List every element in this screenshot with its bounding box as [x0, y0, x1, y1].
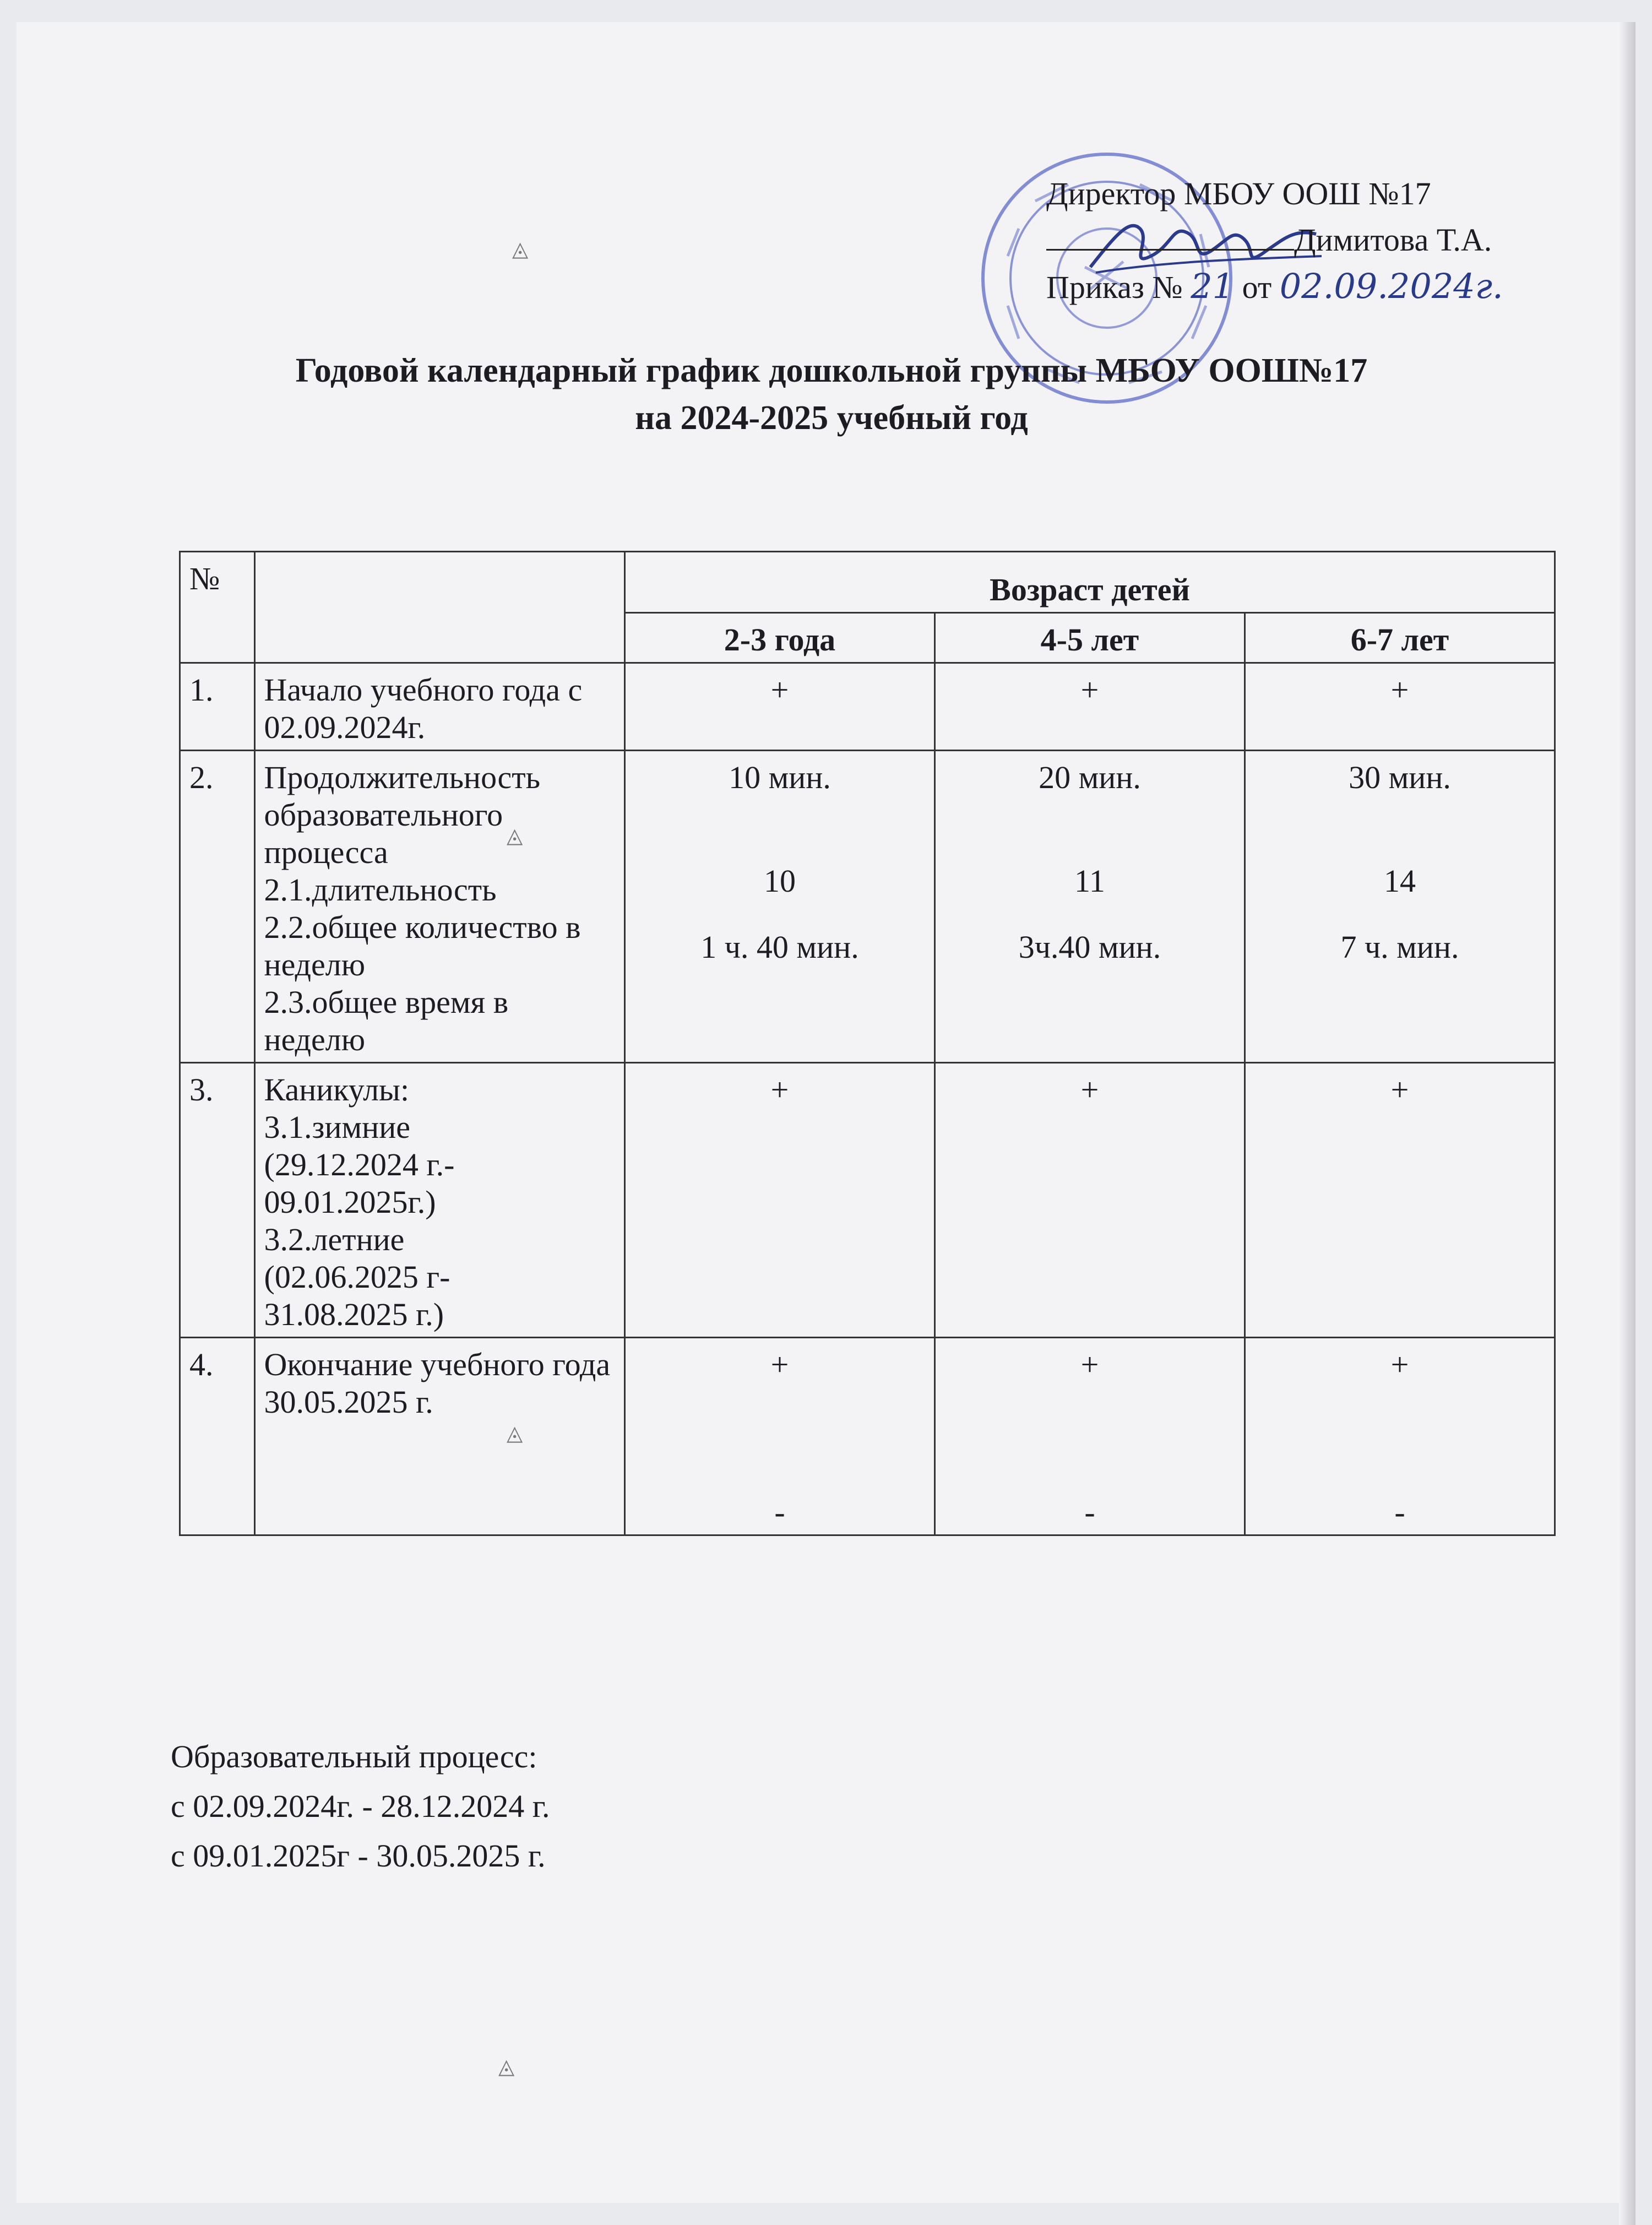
age-group-6-7: 6-7 лет — [1245, 613, 1555, 663]
page-edge — [1619, 22, 1635, 2225]
approval-block — [1046, 171, 1624, 311]
cell-value: + - — [625, 1338, 935, 1535]
educational-process-note — [171, 1732, 550, 1881]
cell-value: + — [934, 1063, 1245, 1338]
cell-value: + - — [1245, 1338, 1555, 1535]
duration-cell: 10 мин. 10 1 ч. 40 мин. — [625, 751, 935, 1063]
document-title — [165, 347, 1498, 442]
row-label: Продолжительность образовательного процесса 2.1.длительность 2.2.общее количество в неделю 2.3.общее время в неделю — [254, 751, 624, 1063]
order-from: от — [1242, 269, 1272, 305]
row-number: 4. — [180, 1338, 255, 1535]
number-header: № — [180, 552, 255, 663]
label-header — [254, 552, 624, 663]
scan-mark: ◬ — [507, 824, 523, 848]
scan-mark: ◬ — [512, 238, 529, 261]
cell-value: + — [1245, 663, 1555, 751]
duration-cell: 30 мин. 14 7 ч. мин. — [1245, 751, 1555, 1063]
scan-mark: ◬ — [507, 1422, 523, 1445]
footer-line-3: с 09.01.2025г - 30.05.2025 г. — [171, 1838, 546, 1874]
title-line-2: на 2024-2025 учебный год — [635, 399, 1028, 437]
age-group-4-5: 4-5 лет — [934, 613, 1245, 663]
age-header: Возраст детей — [625, 552, 1555, 613]
order-date: 02.09.2024г. — [1279, 266, 1503, 306]
director-title: Директор МБОУ ООШ №17 — [1046, 176, 1431, 211]
director-name: Димитова Т.А. — [1294, 222, 1492, 258]
row-number: 2. — [180, 751, 255, 1063]
schedule-table — [179, 551, 1556, 1536]
cell-value: + — [934, 663, 1245, 751]
table-row — [180, 751, 1555, 1063]
row-label: Каникулы: 3.1.зимние (29.12.2024 г.- 09.01.2025г.) 3.2.летние (02.06.2025 г- 31.08.2025 г.) — [254, 1063, 624, 1338]
table-row — [180, 663, 1555, 751]
footer-line-2: с 02.09.2024г. - 28.12.2024 г. — [171, 1788, 550, 1824]
order-number: 21 — [1191, 266, 1235, 306]
table-row — [180, 1338, 1555, 1535]
table-header-row — [180, 552, 1555, 613]
cell-value: + - — [934, 1338, 1245, 1535]
title-line-1: Годовой календарный график дошкольной группы МБОУ ООШ№17 — [295, 352, 1368, 389]
row-label: Окончание учебного года 30.05.2025 г. — [254, 1338, 624, 1535]
duration-cell: 20 мин. 11 3ч.40 мин. — [934, 751, 1245, 1063]
cell-value: + — [1245, 1063, 1555, 1338]
signature-line — [1046, 227, 1294, 251]
row-number: 3. — [180, 1063, 255, 1338]
cell-value: + — [625, 663, 935, 751]
scan-mark: ◬ — [498, 2055, 515, 2079]
footer-line-1: Образовательный процесс: — [171, 1739, 537, 1774]
row-label: Начало учебного года с 02.09.2024г. — [254, 663, 624, 751]
order-label: Приказ № — [1046, 269, 1183, 305]
cell-value: + — [625, 1063, 935, 1338]
row-number: 1. — [180, 663, 255, 751]
table-row — [180, 1063, 1555, 1338]
age-group-2-3: 2-3 года — [625, 613, 935, 663]
